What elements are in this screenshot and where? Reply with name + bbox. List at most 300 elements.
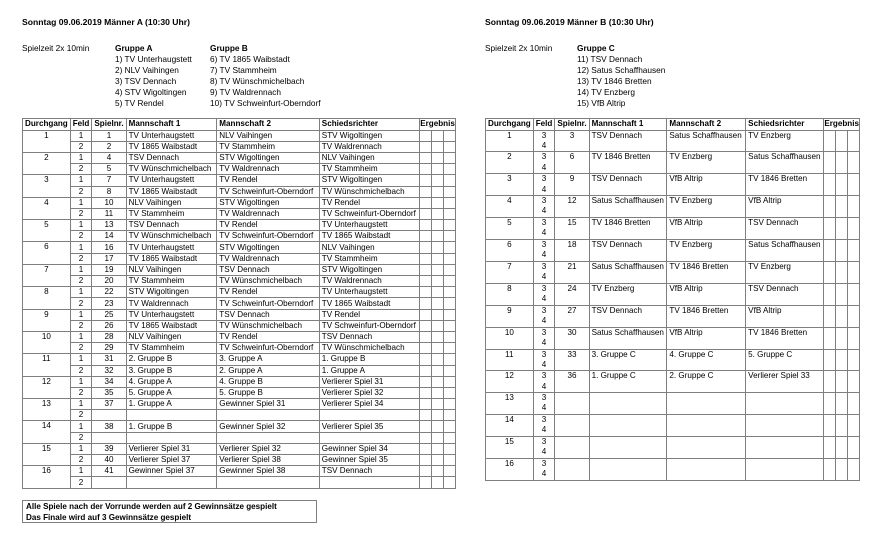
result-cell — [824, 458, 836, 480]
header-team1: Mannschaft 1 — [589, 119, 667, 131]
feld-cell: 2 — [70, 455, 92, 466]
durchgang-cell: 3 — [486, 174, 534, 196]
spielnr-cell: 21 — [555, 261, 589, 283]
feld-cell: 1 — [70, 242, 92, 253]
team1-cell: TV Unterhaugstett — [126, 175, 217, 186]
group-team: 2) NLV Vaihingen — [115, 65, 179, 76]
referee-cell: TV Stammheim — [319, 164, 419, 175]
result-cell — [836, 327, 848, 349]
table-row — [23, 175, 456, 186]
feld-cell — [533, 393, 555, 415]
referee-cell: TV Enzberg — [746, 130, 824, 152]
durchgang-cell: 5 — [23, 220, 71, 242]
table-row — [486, 349, 860, 371]
referee-cell — [319, 432, 419, 443]
schedule-table-b — [485, 118, 860, 481]
feld-cell — [533, 196, 555, 218]
result-cell — [848, 415, 860, 437]
result-cell — [444, 421, 456, 432]
table-row — [23, 376, 456, 387]
result-cell — [432, 287, 444, 298]
table-row — [23, 197, 456, 208]
team1-cell: 3. Gruppe B — [126, 365, 217, 376]
result-cell — [432, 432, 444, 443]
team1-cell: TV 1846 Bretten — [589, 218, 667, 240]
result-cell — [444, 253, 456, 264]
table-row — [23, 186, 456, 197]
feld-value: 3 — [541, 327, 547, 337]
spielnr-cell — [555, 415, 589, 437]
team2-cell — [217, 410, 320, 421]
referee-cell: TV Schweinfurt-Oberndorf — [319, 320, 419, 331]
feld-cell: 2 — [70, 477, 92, 488]
durchgang-cell: 6 — [23, 242, 71, 264]
table-row — [23, 208, 456, 219]
result-cell — [836, 218, 848, 240]
spielnr-cell — [555, 393, 589, 415]
table-row — [486, 327, 860, 349]
referee-cell: TV Unterhaugstett — [319, 220, 419, 231]
feld-value: 3 — [541, 349, 547, 359]
feld-value: 4 — [541, 250, 547, 260]
result-cell — [444, 443, 456, 454]
group-team: 4) STV Wigoltingen — [115, 87, 187, 98]
result-cell — [848, 196, 860, 218]
table-header-row — [23, 119, 456, 131]
feld-value: 3 — [541, 240, 547, 250]
durchgang-cell: 16 — [486, 458, 534, 480]
team1-cell — [589, 415, 667, 437]
feld-cell: 1 — [70, 175, 92, 186]
feld-cell: 1 — [70, 421, 92, 432]
group-title: Gruppe A — [115, 43, 153, 53]
referee-cell: TSV Dennach — [746, 283, 824, 305]
feld-cell: 1 — [70, 264, 92, 275]
feld-value: 4 — [541, 162, 547, 172]
durchgang-cell: 11 — [486, 349, 534, 371]
team1-cell — [126, 432, 217, 443]
result-cell — [432, 477, 444, 488]
result-cell — [444, 376, 456, 387]
spielnr-cell: 41 — [92, 466, 126, 477]
team1-cell: TSV Dennach — [589, 174, 667, 196]
durchgang-cell: 9 — [23, 309, 71, 331]
durchgang-cell: 13 — [486, 393, 534, 415]
team1-cell: Verlierer Spiel 37 — [126, 455, 217, 466]
team1-cell: NLV Vaihingen — [126, 197, 217, 208]
header-feld: Feld — [70, 119, 92, 131]
table-row — [23, 287, 456, 298]
team1-cell: TV Unterhaugstett — [126, 130, 217, 141]
team1-cell — [589, 458, 667, 480]
team1-cell: 1. Gruppe B — [126, 421, 217, 432]
team1-cell: TSV Dennach — [589, 240, 667, 262]
team2-cell: 4. Gruppe C — [667, 349, 746, 371]
result-cell — [848, 130, 860, 152]
result-cell — [444, 309, 456, 320]
result-cell — [432, 152, 444, 163]
group-team: 15) VfB Altrip — [577, 98, 626, 109]
referee-cell: Verlierer Spiel 34 — [319, 399, 419, 410]
feld-value: 3 — [541, 393, 547, 403]
result-cell — [848, 261, 860, 283]
result-cell — [848, 305, 860, 327]
result-cell — [824, 437, 836, 459]
team2-cell: TV Enzberg — [667, 240, 746, 262]
feld-value: 4 — [541, 359, 547, 369]
team2-cell: 3. Gruppe A — [217, 354, 320, 365]
referee-cell — [319, 477, 419, 488]
table-row — [23, 320, 456, 331]
team2-cell: TV Enzberg — [667, 196, 746, 218]
feld-value: 3 — [541, 174, 547, 184]
feld-value: 3 — [541, 458, 547, 468]
team2-cell: TV Waldrennach — [217, 208, 320, 219]
result-cell — [420, 242, 432, 253]
header-referee: Schiedsrichter — [319, 119, 419, 131]
result-cell — [420, 387, 432, 398]
table-row — [23, 432, 456, 443]
feld-cell: 2 — [70, 365, 92, 376]
result-cell — [836, 174, 848, 196]
result-cell — [848, 174, 860, 196]
result-cell — [420, 152, 432, 163]
durchgang-cell: 8 — [486, 283, 534, 305]
result-cell — [836, 240, 848, 262]
table-row — [23, 365, 456, 376]
feld-value: 3 — [541, 283, 547, 293]
feld-cell — [533, 240, 555, 262]
referee-cell: Verlierer Spiel 31 — [319, 376, 419, 387]
spielnr-cell: 26 — [92, 320, 126, 331]
result-cell — [444, 264, 456, 275]
feld-cell: 2 — [70, 432, 92, 443]
feld-cell — [533, 415, 555, 437]
result-cell — [444, 242, 456, 253]
group-team: 11) TSV Dennach — [577, 54, 643, 65]
feld-value: 4 — [541, 315, 547, 325]
feld-value: 3 — [541, 371, 547, 381]
result-cell — [420, 309, 432, 320]
result-cell — [432, 208, 444, 219]
team2-cell: TV 1846 Bretten — [667, 305, 746, 327]
result-cell — [848, 327, 860, 349]
spielnr-cell: 34 — [92, 376, 126, 387]
team2-cell: TV Wünschmichelbach — [217, 320, 320, 331]
team2-cell: TV Wünschmichelbach — [217, 276, 320, 287]
result-cell — [444, 410, 456, 421]
feld-cell — [533, 305, 555, 327]
header-referee: Schiedsrichter — [746, 119, 824, 131]
spielnr-cell: 33 — [555, 349, 589, 371]
result-cell — [824, 196, 836, 218]
team1-cell: TV Unterhaugstett — [126, 309, 217, 320]
team2-cell: Gewinner Spiel 38 — [217, 466, 320, 477]
result-cell — [420, 220, 432, 231]
team1-cell — [589, 393, 667, 415]
result-cell — [824, 305, 836, 327]
referee-cell: TV Unterhaugstett — [319, 287, 419, 298]
feld-value: 4 — [541, 403, 547, 413]
table-row — [486, 152, 860, 174]
header-team1: Mannschaft 1 — [126, 119, 217, 131]
durchgang-cell: 7 — [23, 264, 71, 286]
spielnr-cell: 14 — [92, 231, 126, 242]
durchgang-cell: 4 — [23, 197, 71, 219]
header-team2: Mannschaft 2 — [667, 119, 746, 131]
feld-cell: 2 — [70, 387, 92, 398]
team2-cell: TV Enzberg — [667, 152, 746, 174]
team1-cell: TV 1846 Bretten — [589, 152, 667, 174]
team2-cell: Gewinner Spiel 32 — [217, 421, 320, 432]
feld-cell: 1 — [70, 220, 92, 231]
table-row — [23, 354, 456, 365]
result-cell — [432, 276, 444, 287]
team2-cell: TSV Dennach — [217, 309, 320, 320]
feld-value: 4 — [541, 337, 547, 347]
durchgang-cell: 11 — [23, 354, 71, 376]
result-cell — [444, 455, 456, 466]
result-cell — [824, 393, 836, 415]
team1-cell — [126, 477, 217, 488]
group-c — [577, 43, 665, 110]
event-title: Sonntag 09.06.2019 Männer A (10:30 Uhr) — [22, 17, 190, 27]
group-team: 7) TV Stammheim — [210, 65, 277, 76]
team1-cell: TV Wünschmichelbach — [126, 231, 217, 242]
spielnr-cell — [92, 477, 126, 488]
spielnr-cell — [555, 437, 589, 459]
table-row — [486, 174, 860, 196]
result-cell — [420, 331, 432, 342]
spielnr-cell — [92, 410, 126, 421]
event-title: Sonntag 09.06.2019 Männer B (10:30 Uhr) — [485, 17, 654, 27]
result-cell — [836, 261, 848, 283]
result-cell — [432, 298, 444, 309]
team1-cell — [126, 410, 217, 421]
feld-value: 3 — [541, 437, 547, 447]
team2-cell: TV Schweinfurt-Oberndorf — [217, 298, 320, 309]
result-cell — [432, 130, 444, 141]
table-row — [23, 309, 456, 320]
result-cell — [432, 331, 444, 342]
result-cell — [432, 186, 444, 197]
spielnr-cell: 40 — [92, 455, 126, 466]
team1-cell: Satus Schaffhausen — [589, 196, 667, 218]
result-cell — [444, 130, 456, 141]
result-cell — [848, 218, 860, 240]
group-team: 12) Satus Schaffhausen — [577, 65, 666, 76]
feld-cell: 1 — [70, 466, 92, 477]
table-row — [486, 371, 860, 393]
table-row — [486, 283, 860, 305]
result-cell — [420, 186, 432, 197]
group-team: 8) TV Wünschmichelbach — [210, 76, 305, 87]
match-duration: Spielzeit 2x 10min — [22, 43, 90, 53]
feld-cell: 1 — [70, 197, 92, 208]
spielnr-cell: 18 — [555, 240, 589, 262]
result-cell — [444, 387, 456, 398]
team2-cell: TV Schweinfurt-Oberndorf — [217, 186, 320, 197]
table-row — [486, 240, 860, 262]
referee-cell: TV Enzberg — [746, 261, 824, 283]
team2-cell: TV Rendel — [217, 287, 320, 298]
feld-cell — [533, 327, 555, 349]
referee-cell: STV Wigoltingen — [319, 175, 419, 186]
spielnr-cell: 8 — [92, 186, 126, 197]
result-cell — [444, 298, 456, 309]
result-cell — [420, 175, 432, 186]
team2-cell — [667, 437, 746, 459]
team2-cell: 2. Gruppe A — [217, 365, 320, 376]
team1-cell: TV Enzberg — [589, 283, 667, 305]
team2-cell: VfB Altrip — [667, 327, 746, 349]
feld-cell: 1 — [70, 331, 92, 342]
durchgang-cell: 14 — [486, 415, 534, 437]
team2-cell: 2. Gruppe C — [667, 371, 746, 393]
durchgang-cell: 15 — [23, 443, 71, 465]
result-cell — [848, 371, 860, 393]
team2-cell: Satus Schaffhausen — [667, 130, 746, 152]
referee-cell: Verlierer Spiel 35 — [319, 421, 419, 432]
team1-cell: TSV Dennach — [126, 152, 217, 163]
header-durchgang: Durchgang — [486, 119, 534, 131]
durchgang-cell: 7 — [486, 261, 534, 283]
referee-cell: 1. Gruppe B — [319, 354, 419, 365]
spielnr-cell — [555, 458, 589, 480]
table-row — [486, 130, 860, 152]
table-header-row — [486, 119, 860, 131]
result-cell — [444, 343, 456, 354]
header-spielnr: Spielnr. — [555, 119, 589, 131]
feld-cell: 1 — [70, 354, 92, 365]
spielnr-cell: 25 — [92, 309, 126, 320]
result-cell — [444, 175, 456, 186]
header-spielnr: Spielnr. — [92, 119, 126, 131]
referee-cell: TV 1846 Bretten — [746, 327, 824, 349]
referee-cell: TSV Dennach — [319, 331, 419, 342]
spielnr-cell: 11 — [92, 208, 126, 219]
table-row — [486, 458, 860, 480]
table-row — [23, 399, 456, 410]
table-row — [23, 477, 456, 488]
header-result: Ergebnis — [420, 119, 455, 129]
team1-cell: 5. Gruppe A — [126, 387, 217, 398]
team2-cell — [667, 415, 746, 437]
result-cell — [432, 354, 444, 365]
feld-value: 4 — [541, 294, 547, 304]
result-cell — [420, 477, 432, 488]
spielnr-cell: 13 — [92, 220, 126, 231]
spielnr-cell: 32 — [92, 365, 126, 376]
spielnr-cell: 23 — [92, 298, 126, 309]
feld-cell: 2 — [70, 276, 92, 287]
table-row — [486, 261, 860, 283]
table-row — [23, 242, 456, 253]
feld-cell: 2 — [70, 231, 92, 242]
spielnr-cell: 6 — [555, 152, 589, 174]
group-team: 13) TV 1846 Bretten — [577, 76, 652, 87]
feld-value: 3 — [541, 152, 547, 162]
result-cell — [824, 327, 836, 349]
result-cell — [420, 276, 432, 287]
spielnr-cell: 16 — [92, 242, 126, 253]
result-cell — [420, 130, 432, 141]
result-cell — [420, 399, 432, 410]
referee-cell: STV Wigoltingen — [319, 130, 419, 141]
result-cell — [444, 141, 456, 152]
team1-cell: TV Stammheim — [126, 276, 217, 287]
team1-cell: TSV Dennach — [589, 305, 667, 327]
table-row — [23, 152, 456, 163]
durchgang-cell: 6 — [486, 240, 534, 262]
table-row — [23, 141, 456, 152]
referee-cell: TV 1865 Waibstadt — [319, 298, 419, 309]
rules-note — [22, 500, 317, 523]
referee-cell — [746, 393, 824, 415]
feld-cell — [533, 174, 555, 196]
team2-cell — [667, 393, 746, 415]
team2-cell: Verlierer Spiel 38 — [217, 455, 320, 466]
table-row — [23, 220, 456, 231]
result-cell — [836, 130, 848, 152]
durchgang-cell: 10 — [23, 331, 71, 353]
result-cell — [432, 443, 444, 454]
result-cell — [420, 354, 432, 365]
referee-cell — [746, 458, 824, 480]
referee-cell: TV Stammheim — [319, 253, 419, 264]
team2-cell: TV Rendel — [217, 175, 320, 186]
durchgang-cell: 14 — [23, 421, 71, 443]
result-cell — [848, 240, 860, 262]
result-cell — [824, 130, 836, 152]
group-team: 3) TSV Dennach — [115, 76, 177, 87]
spielnr-cell: 3 — [555, 130, 589, 152]
result-cell — [444, 287, 456, 298]
result-cell — [420, 343, 432, 354]
table-row — [23, 455, 456, 466]
spielnr-cell: 30 — [555, 327, 589, 349]
feld-cell: 2 — [70, 343, 92, 354]
referee-cell — [746, 437, 824, 459]
result-cell — [824, 261, 836, 283]
result-cell — [432, 175, 444, 186]
result-cell — [444, 186, 456, 197]
result-cell — [420, 365, 432, 376]
result-cell — [444, 331, 456, 342]
team2-cell: NLV Vaihingen — [217, 130, 320, 141]
group-team: 5) TV Rendel — [115, 98, 164, 109]
team1-cell: TSV Dennach — [126, 220, 217, 231]
spielnr-cell: 24 — [555, 283, 589, 305]
referee-cell: VfB Altrip — [746, 305, 824, 327]
group-team: 10) TV Schweinfurt-Oberndorf — [210, 98, 321, 109]
spielnr-cell: 2 — [92, 141, 126, 152]
referee-cell: TSV Dennach — [319, 466, 419, 477]
result-cell — [420, 141, 432, 152]
result-cell — [836, 349, 848, 371]
group-b — [210, 43, 321, 110]
feld-cell: 1 — [70, 376, 92, 387]
durchgang-cell: 12 — [23, 376, 71, 398]
feld-cell — [533, 437, 555, 459]
table-row — [23, 466, 456, 477]
spielnr-cell: 19 — [92, 264, 126, 275]
spielnr-cell: 29 — [92, 343, 126, 354]
result-cell — [444, 152, 456, 163]
feld-cell — [533, 458, 555, 480]
header-feld: Feld — [533, 119, 555, 131]
result-cell — [432, 197, 444, 208]
